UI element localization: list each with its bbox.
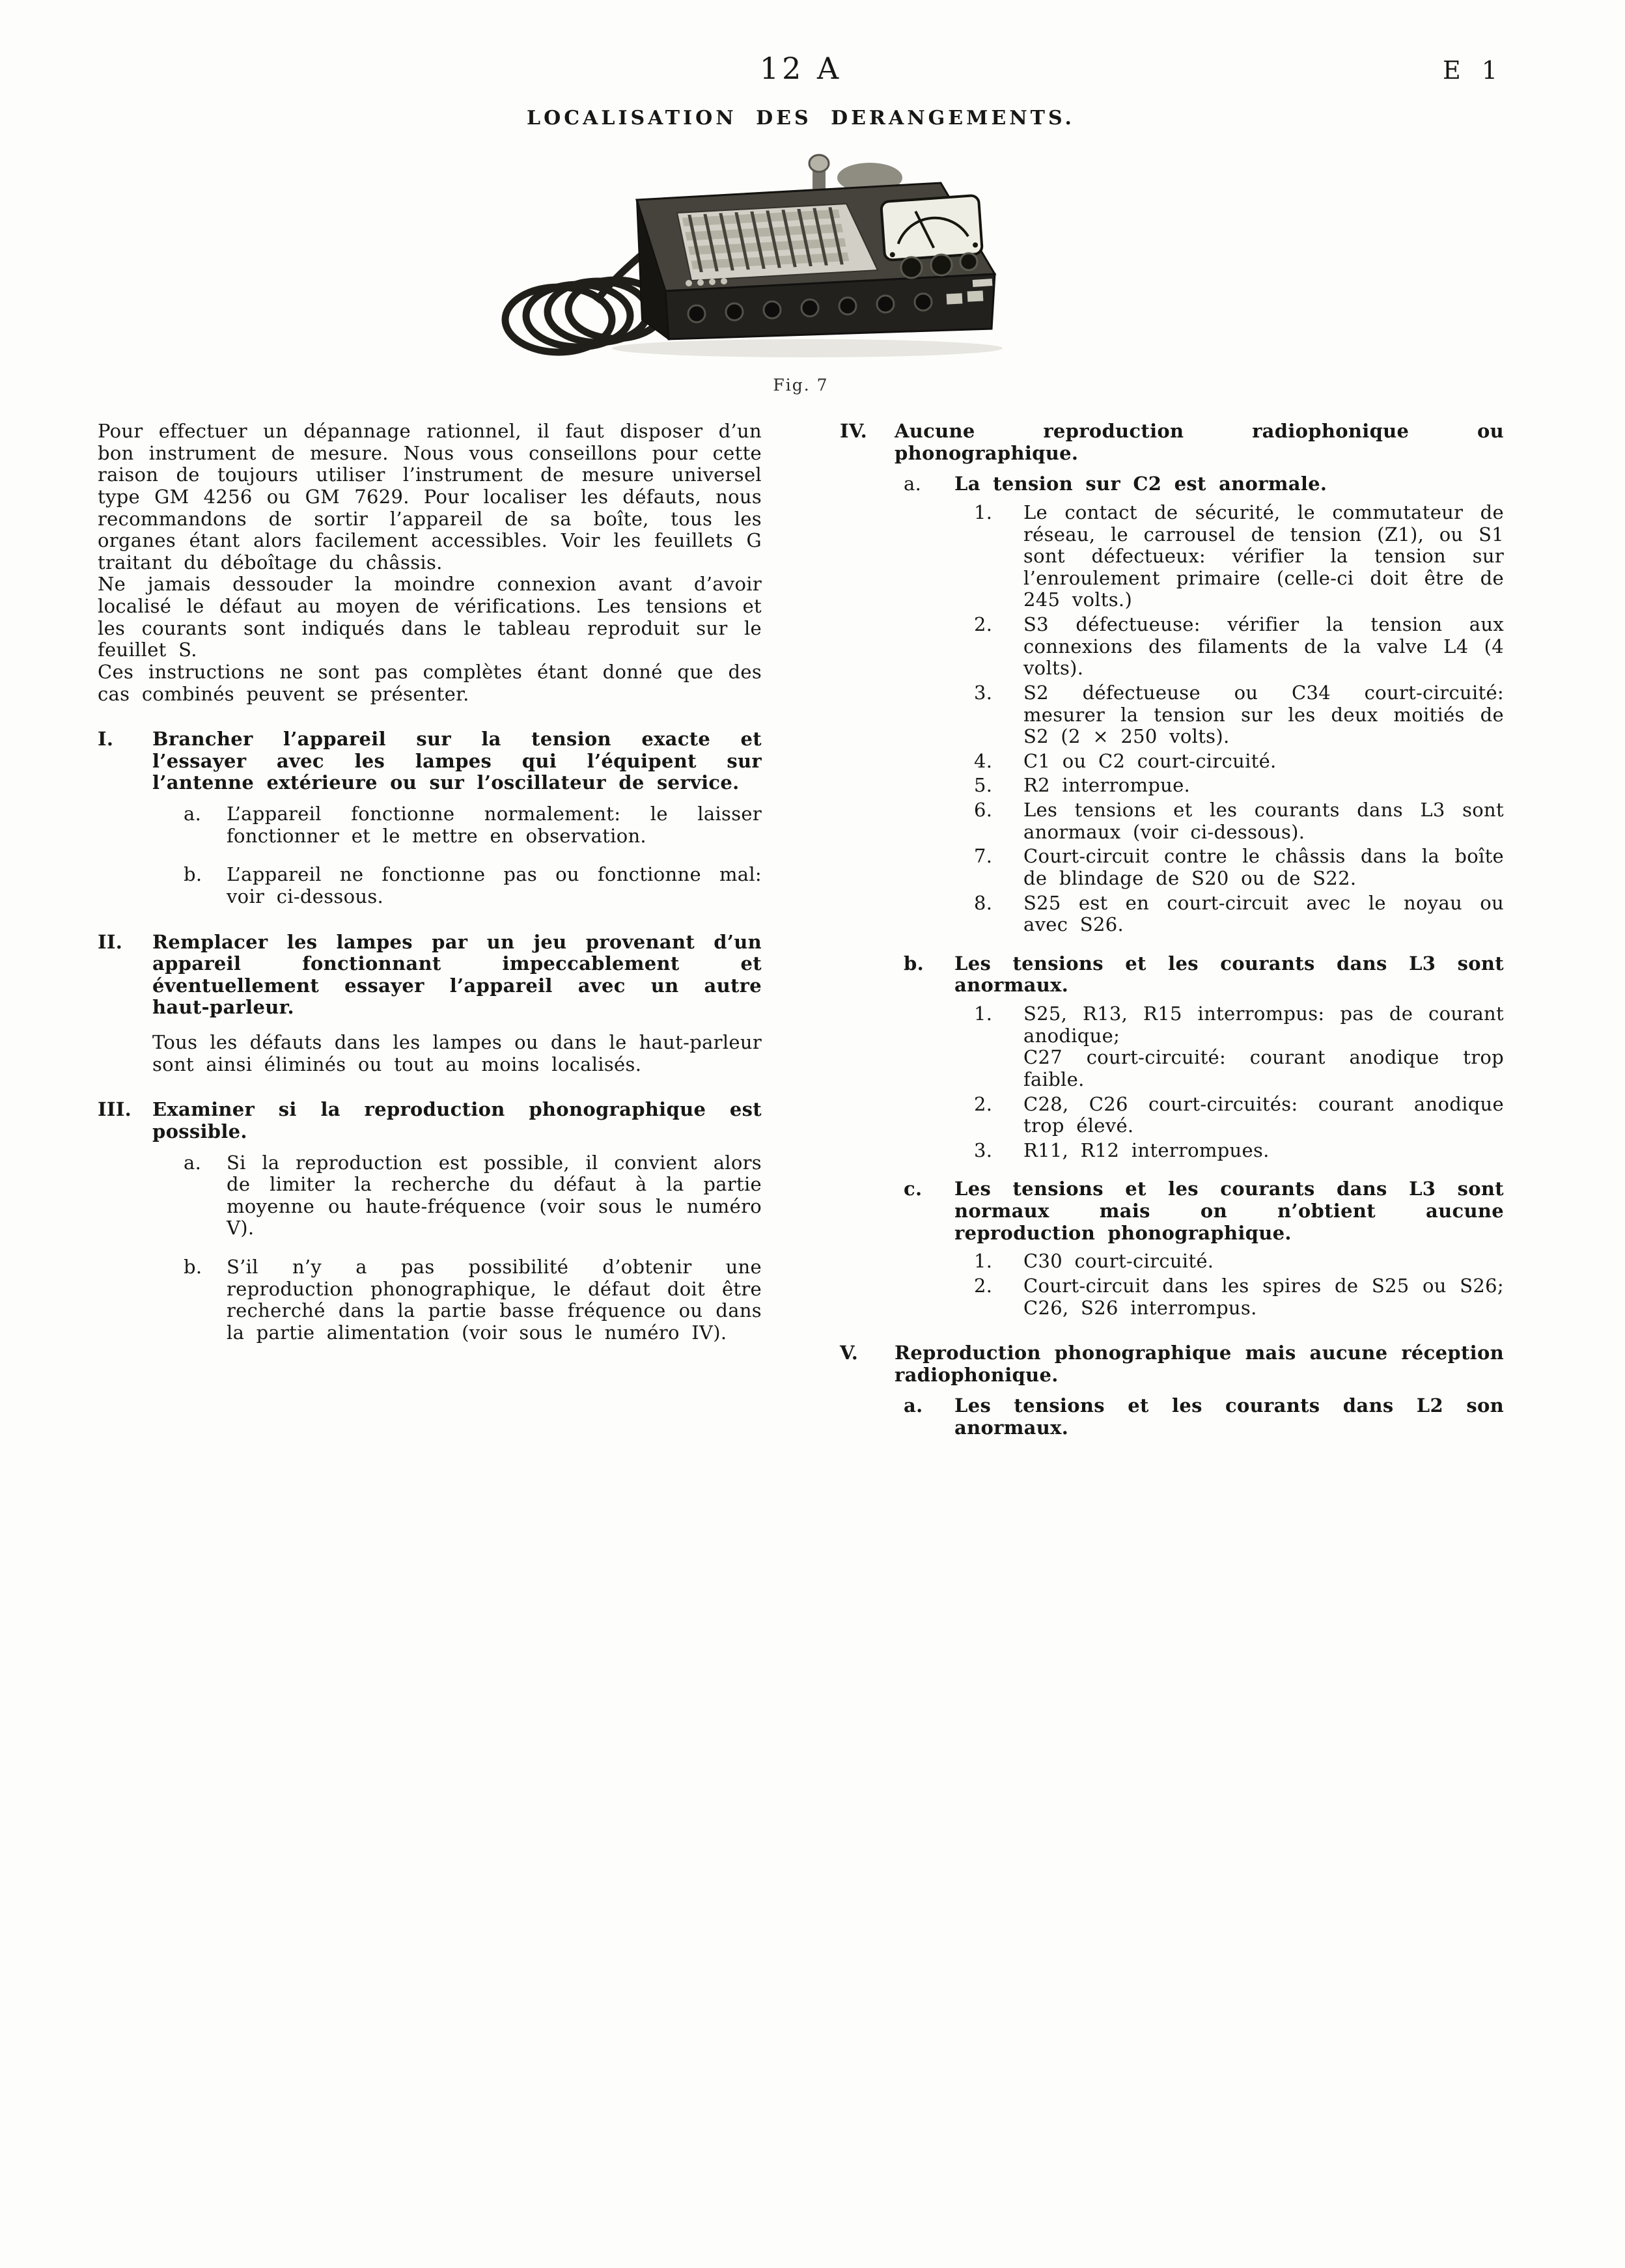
- right-column: [840, 421, 1504, 1439]
- item-label: b.: [184, 863, 202, 886]
- section-numeral: V.: [840, 1342, 859, 1364]
- item-text: Court-circuit contre le châssis dans la boîte de blindage de S20 ou de S22.: [1023, 845, 1504, 889]
- item-number: 6.: [974, 799, 993, 821]
- item-text: S25 est en court-circuit avec le noyau ou avec S26.: [1023, 891, 1504, 936]
- section-heading: Brancher l’appareil sur la tension exacte et l’essayer avec les lampes qui l’équipent sur l’antenne extérieure ou sur l’oscillateur de service.: [152, 728, 762, 794]
- section-numeral: IV.: [840, 420, 867, 442]
- subsection-label: a.: [904, 1394, 923, 1417]
- figure: [475, 149, 1126, 394]
- section-I: [98, 728, 762, 907]
- item-number: 2.: [974, 613, 993, 635]
- item-number: 1.: [974, 1003, 993, 1025]
- instrument-photo: [482, 149, 1120, 370]
- item-number: 2.: [974, 1092, 993, 1115]
- section-numeral: I.: [98, 728, 114, 751]
- item-text: C1 ou C2 court-circuité.: [1023, 749, 1277, 772]
- section-IV: [840, 421, 1504, 1319]
- item-label: a.: [184, 803, 202, 825]
- item-text: S3 défectueuse: vérifier la tension aux connexions des filaments de la valve L4 (4 volts).: [1023, 613, 1504, 680]
- section-paragraph: Tous les défauts dans les lampes ou dans le haut-parleur sont ainsi éliminés ou tout au moins localisés.: [152, 1031, 762, 1075]
- item-number: 1.: [974, 1250, 993, 1273]
- subsection-heading: Les tensions et les courants dans L2 son anormaux.: [954, 1394, 1504, 1439]
- section-III: [98, 1099, 762, 1344]
- section-numeral: III.: [98, 1098, 132, 1121]
- numbered-item: [954, 1275, 1504, 1319]
- figure-caption: Fig. 7: [773, 376, 829, 394]
- numbered-item: [954, 892, 1504, 936]
- numbered-item: [954, 502, 1504, 611]
- item-text: R11, R12 interrompues.: [1023, 1139, 1270, 1161]
- page-header: [98, 51, 1504, 92]
- item-text: L’appareil ne fonctionne pas ou fonctionne mal: voir ci-dessous.: [227, 863, 762, 907]
- numbered-item: [954, 614, 1504, 680]
- item-text: Si la reproduction est possible, il convient alors de limiter la recherche du défaut à la partie moyenne ou haute-fréquence (voir sous le numéro V).: [227, 1151, 762, 1239]
- page-number: 12 A: [759, 51, 842, 86]
- numbered-item: [954, 1003, 1504, 1091]
- list-item: [152, 1256, 762, 1344]
- subsection-a: [895, 1395, 1504, 1439]
- item-label: a.: [184, 1151, 202, 1174]
- item-number: 3.: [974, 681, 993, 704]
- section-II: [98, 932, 762, 1076]
- intro-paragraph: Pour effectuer un dépannage rationnel, il faut disposer d’un bon instrument de mesure. Nous vous conseillons pour cette raison de toujours utiliser l’instrument de mesure universel type GM 4256 ou GM 7629. Pour localiser les défauts, nous recommandons de sortir l’appareil de sa boîte, tous les organes étant alors facilement accessibles. Voir les feuillets G traitant du déboîtage du châssis.: [98, 420, 762, 574]
- item-number: 1.: [974, 501, 993, 523]
- section-heading: Remplacer les lampes par un jeu provenant d’un appareil fonctionnant impeccablement et éventuellement essayer l’appareil avec un autre haut-parleur.: [152, 930, 762, 1019]
- item-number: 4.: [974, 749, 993, 772]
- item-text: L’appareil fonctionne normalement: le laisser fonctionner et le mettre en observation.: [227, 803, 762, 847]
- subsection-label: c.: [904, 1178, 923, 1200]
- item-text: C27 court-circuité: courant anodique trop faible.: [1023, 1046, 1504, 1090]
- numbered-item: [954, 1094, 1504, 1137]
- section-heading: Aucune reproduction radiophonique ou phonographique.: [895, 420, 1504, 464]
- text-columns: [98, 421, 1504, 1439]
- numbered-item: [954, 1140, 1504, 1162]
- document-title: LOCALISATION DES DERANGEMENTS.: [526, 107, 1075, 130]
- subsection-a: [895, 473, 1504, 936]
- item-text: Les tensions et les courants dans L3 sont anormaux (voir ci-dessous).: [1023, 799, 1504, 843]
- subsection-c: [895, 1178, 1504, 1319]
- item-number: 7.: [974, 845, 993, 868]
- item-text: C30 court-circuité.: [1023, 1250, 1214, 1273]
- subsection-heading: Les tensions et les courants dans L3 sont normaux mais on n’obtient aucune reproduction phonographique.: [954, 1178, 1504, 1244]
- item-number: 2.: [974, 1274, 993, 1297]
- numbered-item: [954, 775, 1504, 797]
- item-text: S2 défectueuse ou C34 court-circuité: mesurer la tension sur les deux moitiés de S2 (2 × 250 volts).: [1023, 681, 1504, 748]
- numbered-item: [954, 846, 1504, 889]
- item-text: Court-circuit dans les spires de S25 ou S26; C26, S26 interrompus.: [1023, 1274, 1504, 1319]
- section-numeral: II.: [98, 930, 123, 953]
- item-text: R2 interrompue.: [1023, 774, 1191, 797]
- numbered-item: [954, 751, 1504, 773]
- left-column: [98, 421, 762, 1439]
- subsection-heading: Les tensions et les courants dans L3 sont anormaux.: [954, 952, 1504, 997]
- subsection-b: [895, 953, 1504, 1162]
- numbered-item: [954, 799, 1504, 843]
- section-heading: Examiner si la reproduction phonographique est possible.: [152, 1098, 762, 1142]
- item-number: 3.: [974, 1139, 993, 1161]
- intro-paragraph: Ne jamais dessouder la moindre connexion avant d’avoir localisé le défaut au moyen de vérifications. Les tensions et les courants sont indiqués dans le tableau reproduit sur le feuillet S.: [98, 573, 762, 661]
- intro-paragraph: Ces instructions ne sont pas complètes étant donné que des cas combinés peuvent se présenter.: [98, 660, 762, 705]
- numbered-item: [954, 682, 1504, 748]
- list-item: [152, 803, 762, 847]
- item-text: S25, R13, R15 interrompus: pas de courant anodique;: [1023, 1003, 1504, 1047]
- subsection-label: b.: [904, 952, 924, 975]
- item-number: 5.: [974, 774, 993, 797]
- list-item: [152, 1152, 762, 1240]
- item-label: b.: [184, 1256, 202, 1278]
- list-item: [152, 864, 762, 907]
- section-heading: Reproduction phonographique mais aucune réception radiophonique.: [895, 1342, 1504, 1386]
- subsection-label: a.: [904, 473, 922, 495]
- sheet-reference: E 1: [1443, 56, 1504, 85]
- item-text: C28, C26 court-circuités: courant anodique trop élevé.: [1023, 1092, 1504, 1137]
- item-text: Le contact de sécurité, le commutateur de réseau, le carrousel de tension (Z1), ou S1 sont défectueux: vérifier la tension sur l’enroulement primaire (celle-ci doit être de 245 volts.): [1023, 501, 1504, 611]
- section-V: [840, 1342, 1504, 1439]
- item-text: S’il n’y a pas possibilité d’obtenir une reproduction phonographique, le défaut doit être recherché dans la partie basse fréquence ou dans la partie alimentation (voir sous le numéro IV).: [227, 1256, 762, 1344]
- numbered-item: [954, 1251, 1504, 1273]
- item-number: 8.: [974, 891, 993, 914]
- subsection-heading: La tension sur C2 est anormale.: [954, 473, 1327, 495]
